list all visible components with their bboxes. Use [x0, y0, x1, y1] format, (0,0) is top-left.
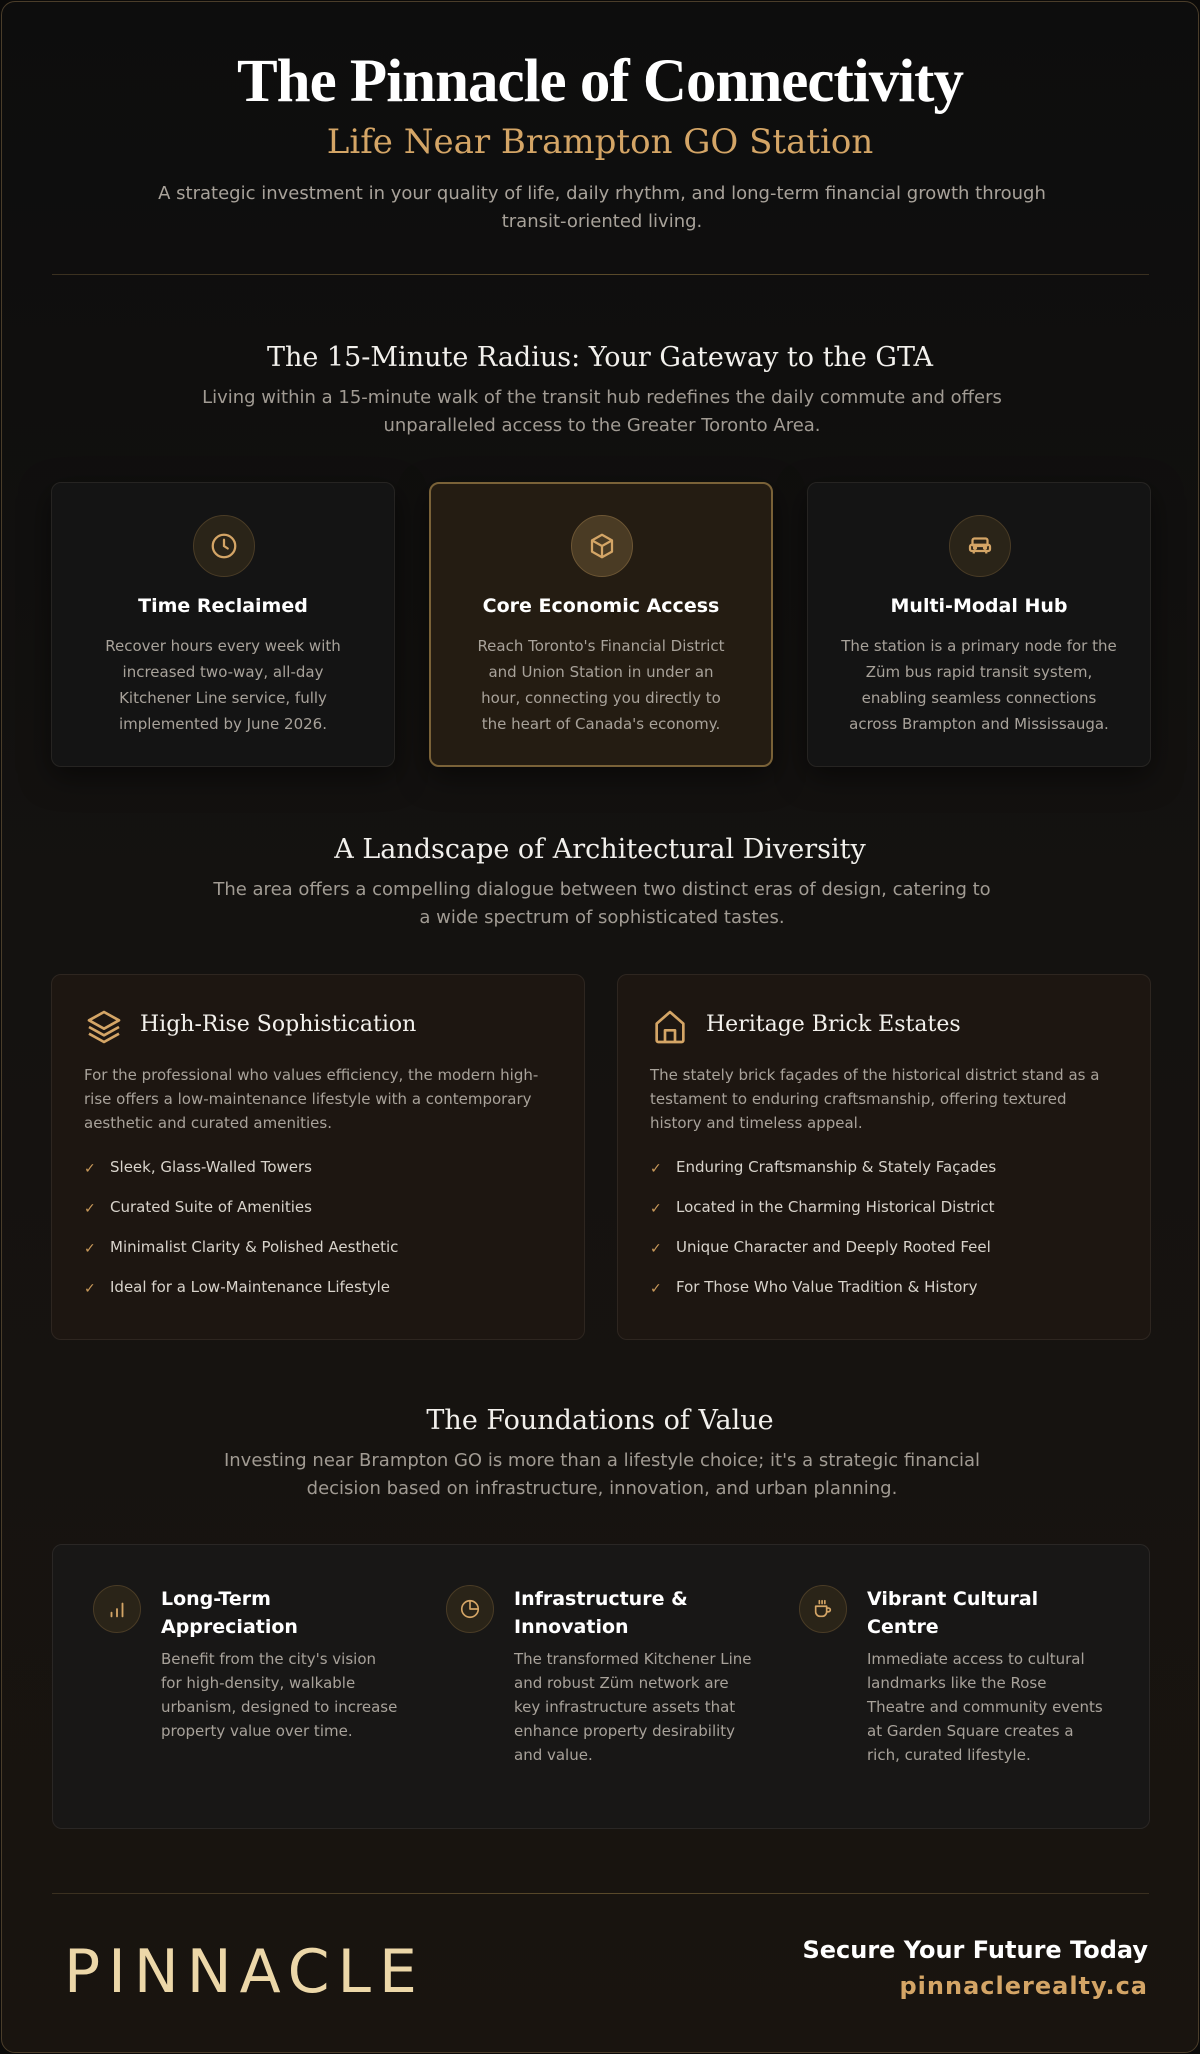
architecture-card-title: Heritage Brick Estates [706, 1012, 961, 1037]
check-icon: ✓ [650, 1161, 662, 1177]
feature-card-title: Time Reclaimed [138, 595, 308, 617]
list-item [650, 1277, 996, 1317]
list-item [650, 1197, 996, 1237]
check-icon: ✓ [650, 1241, 662, 1257]
list-item-label: Minimalist Clarity & Polished Aesthetic [110, 1238, 399, 1256]
architecture-section-title: A Landscape of Architectural Diversity [334, 834, 866, 865]
feature-list [650, 1157, 996, 1317]
list-item [84, 1197, 398, 1237]
value-item-description: The transformed Kitchener Line and robust Züm network are key infrastructure assets that enhance property desirability and value. [514, 1650, 752, 1764]
list-item-label: Unique Character and Deeply Rooted Feel [676, 1238, 991, 1256]
architecture-card-description: For the professional who values efficiency, the modern high-rise offers a low-maintenance lifestyle with a contemporary aesthetic and curated amenities. [84, 1066, 539, 1132]
brand-logo: PINNACLE [64, 1937, 425, 2007]
list-item-label: Enduring Craftsmanship & Stately Façades [676, 1158, 997, 1176]
clock-icon [193, 515, 255, 577]
check-icon: ✓ [84, 1201, 96, 1217]
radius-section-title: The 15-Minute Radius: Your Gateway to the GTA [266, 342, 934, 373]
feature-card-title: Core Economic Access [482, 595, 720, 617]
list-item [650, 1237, 996, 1277]
check-icon: ✓ [84, 1241, 96, 1257]
feature-card-title: Multi-Modal Hub [890, 595, 1068, 617]
list-item [84, 1237, 398, 1277]
house-icon [650, 1007, 690, 1047]
page-title: The Pinnacle of Connectivity [237, 48, 963, 115]
coffee-cup-icon [799, 1585, 847, 1633]
list-item [650, 1157, 996, 1197]
architecture-section-description: The area offers a compelling dialogue between two distinct eras of design, catering to a wide spectrum of sophisticated tastes. [213, 879, 991, 928]
check-icon: ✓ [650, 1201, 662, 1217]
list-item-label: For Those Who Value Tradition & History [676, 1278, 978, 1296]
bus-icon [949, 515, 1011, 577]
value-section-title: The Foundations of Value [426, 1405, 774, 1436]
check-icon: ✓ [84, 1161, 96, 1177]
list-item [84, 1157, 398, 1197]
feature-card-core-economic-access [429, 482, 773, 767]
feature-card-description: Recover hours every week with increased two-way, all-day Kitchener Line service, fully implemented by June 2026. [105, 637, 341, 733]
list-item-label: Located in the Charming Historical District [676, 1198, 995, 1216]
feature-card-description: Reach Toronto's Financial District and Union Station in under an hour, connecting you directly to the heart of Canada's economy. [477, 637, 725, 733]
list-item-label: Sleek, Glass-Walled Towers [110, 1158, 312, 1176]
value-item-title: Long-Term Appreciation [161, 1588, 298, 1638]
feature-card-time-reclaimed [51, 482, 395, 767]
cube-icon [571, 515, 633, 577]
hero-description: A strategic investment in your quality of life, daily rhythm, and long-term financial growth through transit-oriented living. [158, 183, 1046, 232]
divider [52, 274, 1149, 275]
list-item [84, 1277, 398, 1317]
value-item-description: Immediate access to cultural landmarks like the Rose Theatre and community events at Garden Square creates a rich, curated lifestyle. [867, 1650, 1103, 1764]
check-icon: ✓ [650, 1281, 662, 1297]
feature-card-multi-modal-hub [807, 482, 1151, 767]
value-item-description: Benefit from the city's vision for high-density, walkable urbanism, designed to increase property value over time. [161, 1650, 398, 1740]
architecture-card-high-rise [51, 974, 585, 1340]
value-item-title: Vibrant Cultural Centre [867, 1588, 1039, 1638]
page [1, 1, 1199, 2053]
pie-chart-icon [446, 1585, 494, 1633]
footer-divider [52, 1893, 1149, 1894]
radius-section-description: Living within a 15-minute walk of the transit hub redefines the daily commute and offers unparalleled access to the Greater Toronto Area. [202, 387, 1002, 436]
architecture-card-heritage-brick [617, 974, 1151, 1340]
architecture-card-title: High-Rise Sophistication [140, 1012, 417, 1037]
feature-list [84, 1157, 398, 1317]
list-item-label: Curated Suite of Amenities [110, 1198, 312, 1216]
architecture-card-description: The stately brick façades of the historical district stand as a testament to enduring craftsmanship, offering textured history and timeless appeal. [650, 1066, 1100, 1132]
layers-icon [84, 1007, 124, 1047]
list-item-label: Ideal for a Low-Maintenance Lifestyle [110, 1278, 390, 1296]
check-icon: ✓ [84, 1281, 96, 1297]
cta-title: Secure Your Future Today [802, 1936, 1148, 1964]
value-item-title: Infrastructure & Innovation [514, 1588, 688, 1638]
page-subtitle: Life Near Brampton GO Station [326, 122, 874, 162]
website-link[interactable]: pinnaclerealty.ca [899, 1972, 1148, 2000]
bar-chart-icon [93, 1585, 141, 1633]
value-panel [52, 1544, 1150, 1829]
feature-card-description: The station is a primary node for the Züm bus rapid transit system, enabling seamless connections across Brampton and Mississauga. [841, 637, 1117, 733]
value-section-description: Investing near Brampton GO is more than a lifestyle choice; it's a strategic financial decision based on infrastructure, innovation, and urban planning. [223, 1450, 981, 1499]
